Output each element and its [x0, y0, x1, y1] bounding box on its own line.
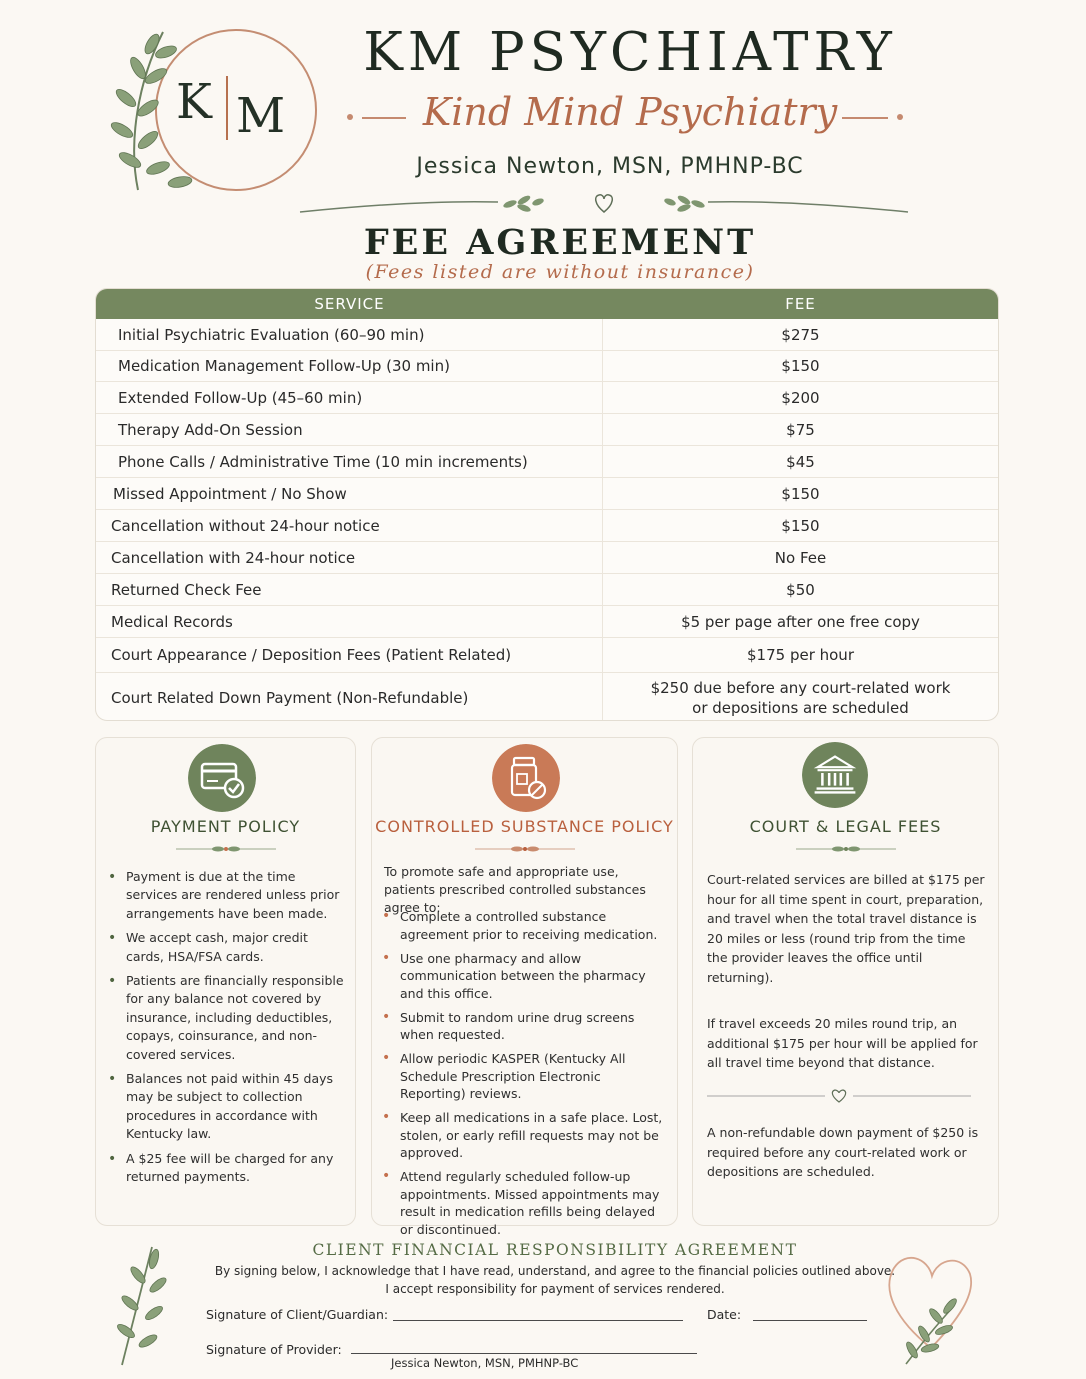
table-row — [96, 510, 998, 542]
heart-divider-icon — [707, 1088, 971, 1104]
table-row — [96, 542, 998, 574]
brand-name: KM PSYCHIATRY — [363, 22, 897, 83]
tagline-dot-left — [347, 114, 353, 120]
service-cell: Returned Check Fee — [96, 574, 603, 605]
fee-cell: $45 — [786, 452, 815, 471]
leaf-ornament-icon — [796, 842, 896, 856]
table-row — [96, 478, 998, 510]
table-row — [96, 319, 998, 351]
fee-table-header — [96, 289, 998, 319]
column-header-fee: FEE — [785, 295, 816, 313]
service-cell: Cancellation without 24-hour notice — [96, 510, 603, 541]
fee-cell: No Fee — [774, 548, 827, 567]
client-signature-line[interactable] — [393, 1320, 683, 1321]
court-fees-paragraph-3: A non-refundable down payment of $250 is required before any court-related work or depositions are scheduled. — [707, 1125, 979, 1179]
fee-table — [95, 288, 999, 721]
fee-cell: $175 per hour — [747, 646, 854, 664]
list-item: • Balances not paid within 45 days may be subject to collection procedures in accordance with Kentucky law. — [108, 1070, 344, 1144]
table-row — [96, 382, 998, 414]
table-row — [96, 414, 998, 446]
payment-policy-card — [95, 737, 356, 1226]
provider-name: Jessica Newton, MSN, PMHNP-BC — [416, 154, 804, 179]
list-item: • Patients are financially responsible for any balance not covered by insurance, including deductibles, copays, coinsurance, and non-covered services. — [108, 972, 344, 1064]
list-item: • Allow periodic KASPER (Kentucky All Schedule Prescription Electronic Reporting) reviews. — [382, 1050, 666, 1103]
fee-cell: $50 — [786, 580, 815, 599]
pill-bottle-icon — [492, 744, 560, 812]
service-cell: Missed Appointment / No Show — [96, 478, 603, 509]
agreement-statement-1: By signing below, I acknowledge that I have read, understand, and agree to the financial policies outlined above. — [214, 1264, 896, 1278]
list-item: • Submit to random urine drug screens when requested. — [382, 1009, 666, 1044]
date-line[interactable] — [753, 1320, 867, 1321]
provider-printed-name: Jessica Newton, MSN, PMHNP-BC — [391, 1356, 579, 1370]
list-item: • Payment is due at the time services are rendered unless prior arrangements have been made. — [108, 868, 344, 923]
heart-leaf-divider — [298, 188, 910, 218]
fee-cell: $5 per page after one free copy — [681, 612, 920, 631]
agreement-statement-2: I accept responsibility for payment of services rendered. — [385, 1282, 725, 1296]
logo-divider — [226, 76, 228, 140]
court-legal-fees-card — [692, 737, 999, 1226]
agreement-title: CLIENT FINANCIAL RESPONSIBILITY AGREEMENT — [312, 1241, 798, 1259]
controlled-substance-card — [371, 737, 678, 1237]
document-subtitle: (Fees listed are without insurance) — [365, 261, 755, 283]
payment-policy-title: PAYMENT POLICY — [150, 817, 301, 836]
list-item: • Use one pharmacy and allow communication between the pharmacy and this office. — [382, 950, 666, 1003]
column-header-service: SERVICE — [314, 295, 385, 313]
fee-cell-line-2: or depositions are scheduled — [692, 699, 909, 717]
leaf-ornament-icon — [475, 842, 575, 856]
credit-card-check-icon — [188, 744, 256, 812]
logo-emblem — [108, 22, 318, 197]
service-cell: Court Appearance / Deposition Fees (Patient Related) — [96, 638, 603, 672]
service-cell: Medical Records — [96, 606, 603, 637]
fee-cell: $75 — [786, 420, 815, 439]
list-item: • We accept cash, major credit cards, HSA/FSA cards. — [108, 929, 344, 966]
list-item: • Keep all medications in a safe place. Lost, stolen, or early refill requests may not be approved. — [382, 1109, 666, 1162]
list-item: • A $25 fee will be charged for any returned payments. — [108, 1150, 344, 1187]
provider-signature-label: Signature of Provider: — [206, 1342, 342, 1357]
service-cell: Initial Psychiatric Evaluation (60–90 min) — [96, 319, 603, 350]
court-fees-paragraph-2: If travel exceeds 20 miles round trip, an additional $175 per hour will be applied for all travel time beyond that distance. — [707, 1016, 978, 1070]
service-cell: Court Related Down Payment (Non-Refundable) — [96, 673, 603, 721]
logo-letter-m: M — [236, 88, 286, 144]
table-row — [96, 446, 998, 478]
controlled-substance-intro: To promote safe and appropriate use, patients prescribed controlled substances agree to: — [384, 864, 646, 915]
provider-signature-line[interactable] — [351, 1353, 697, 1354]
tagline-dot-right — [897, 114, 903, 120]
client-signature-label: Signature of Client/Guardian: — [206, 1307, 389, 1322]
list-item: • Attend regularly scheduled follow-up appointments. Missed appointments may result in medication refills being delayed or discontinued. — [382, 1168, 666, 1238]
controlled-substance-list — [382, 908, 666, 1245]
service-cell: Phone Calls / Administrative Time (10 min increments) — [96, 446, 603, 477]
controlled-substance-title: CONTROLLED SUBSTANCE POLICY — [375, 817, 674, 836]
fee-cell-line-1: $250 due before any court-related work — [650, 679, 951, 697]
fee-cell: $150 — [781, 484, 820, 503]
tagline: Kind Mind Psychiatry — [422, 90, 838, 134]
date-label: Date: — [707, 1307, 742, 1322]
courthouse-icon — [802, 742, 868, 808]
service-cell: Therapy Add-On Session — [96, 414, 603, 445]
list-item: • Complete a controlled substance agreement prior to receiving medication. — [382, 908, 666, 943]
fee-cell: $275 — [781, 325, 820, 344]
court-fees-paragraph-1: Court-related services are billed at $175 per hour for all time spent in court, preparation, and travel when the total travel distance is 20 miles or less (round trip from the time the provider leaves the office until returning). — [707, 872, 985, 985]
leaf-ornament-icon — [176, 842, 276, 856]
fee-cell: $200 — [781, 388, 820, 407]
service-cell: Extended Follow-Up (45–60 min) — [96, 382, 603, 413]
court-legal-fees-title: COURT & LEGAL FEES — [749, 817, 942, 836]
table-row — [96, 673, 998, 721]
service-cell: Medication Management Follow-Up (30 min) — [96, 351, 603, 381]
tagline-rule-right — [842, 117, 888, 119]
logo-letter-k: K — [176, 74, 212, 130]
table-row — [96, 574, 998, 606]
fee-cell: $150 — [781, 357, 820, 375]
table-row — [96, 638, 998, 673]
payment-policy-list — [108, 868, 344, 1193]
document-title: FEE AGREEMENT — [363, 222, 757, 263]
fee-cell: $150 — [781, 516, 820, 535]
table-row — [96, 606, 998, 638]
table-row — [96, 351, 998, 382]
fee-cell — [603, 673, 998, 721]
service-cell: Cancellation with 24-hour notice — [96, 542, 603, 573]
